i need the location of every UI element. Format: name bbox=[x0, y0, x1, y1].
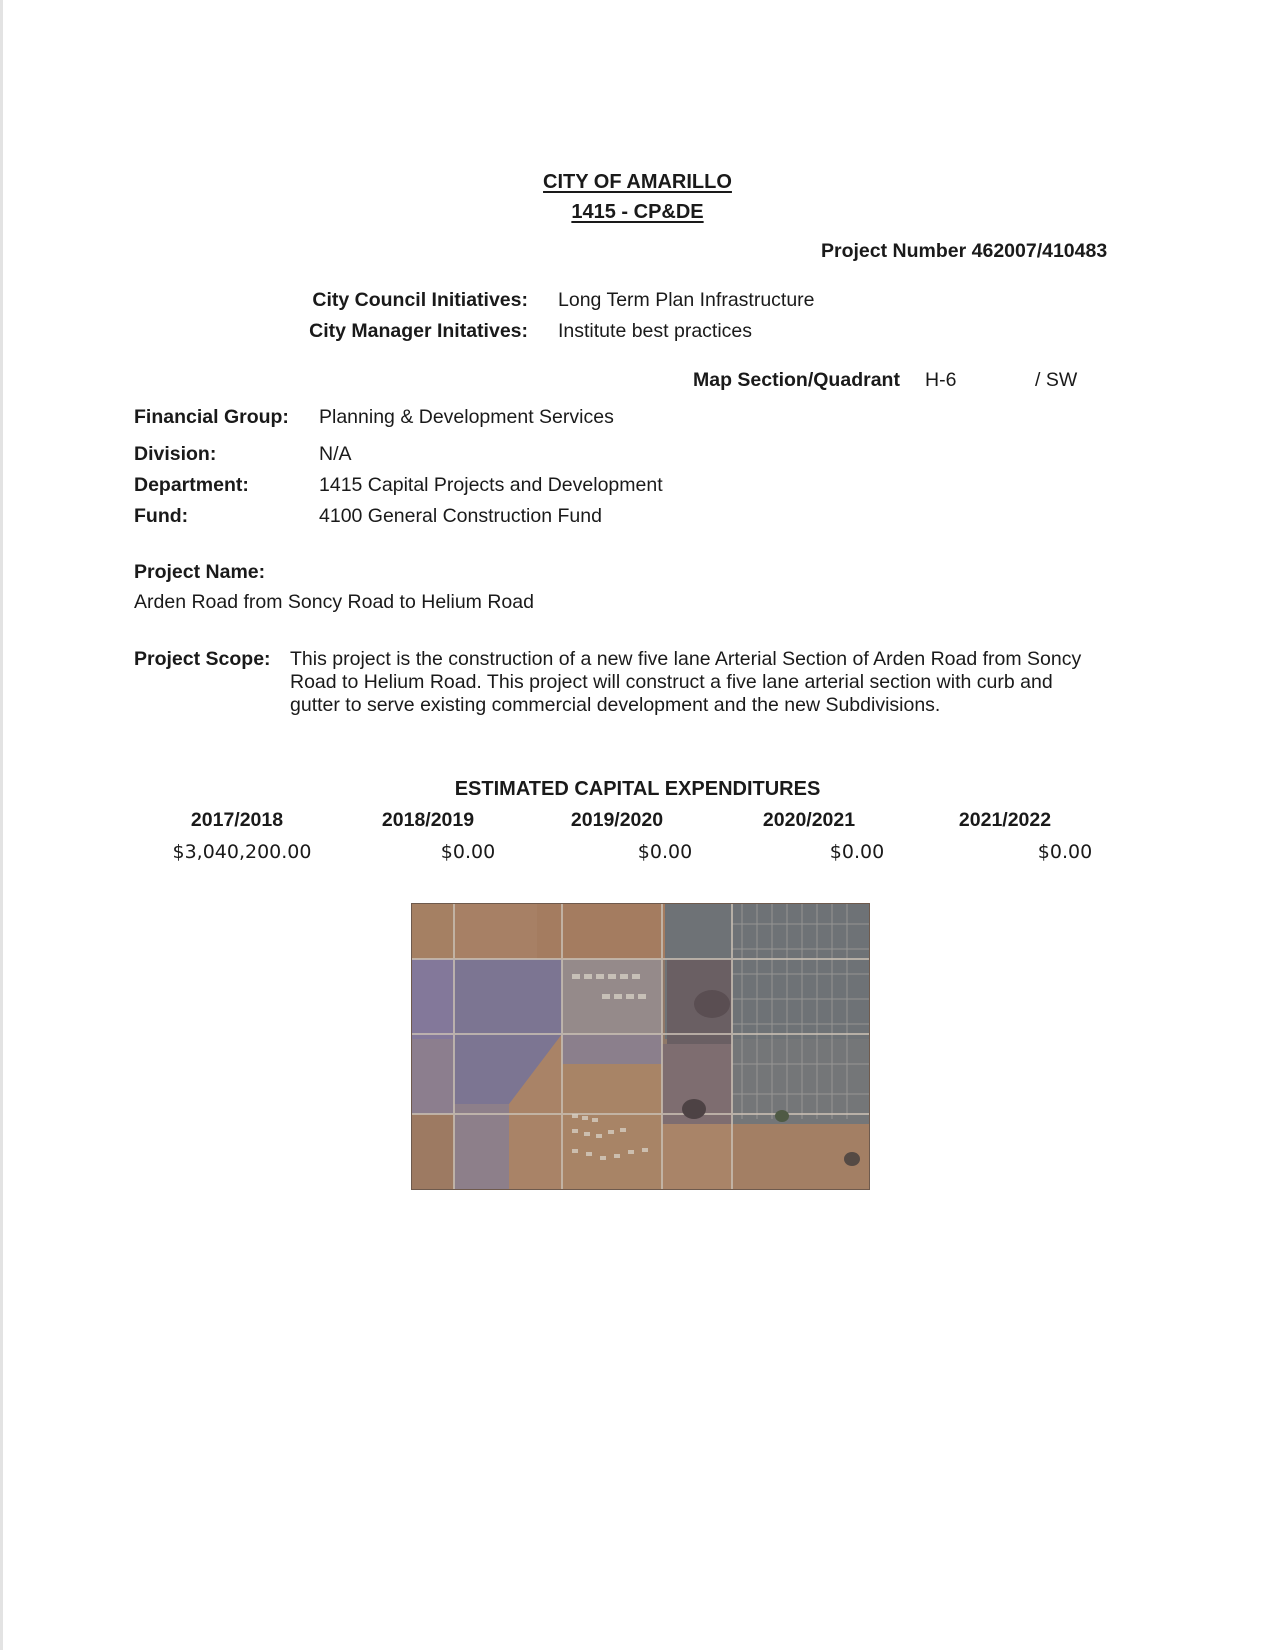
page-edge-shadow bbox=[0, 0, 3, 1650]
division-value: N/A bbox=[319, 443, 352, 465]
year-2018-2019: 2018/2019 bbox=[381, 809, 475, 831]
manager-initiatives-value: Institute best practices bbox=[558, 320, 753, 342]
financial-group-value: Planning & Development Services bbox=[319, 406, 614, 428]
fund-value: 4100 General Construction Fund bbox=[319, 505, 602, 527]
year-2017-2018: 2017/2018 bbox=[190, 809, 284, 831]
map-section-label: Map Section/Quadrant bbox=[693, 369, 900, 391]
council-initiatives-label: City Council Initiatives: bbox=[312, 289, 528, 311]
project-number bbox=[821, 240, 1107, 263]
amount-2019-2020: $0.00 bbox=[637, 841, 693, 863]
amount-2017-2018: $3,040,200.00 bbox=[172, 841, 312, 863]
project-number-value: 462007/410483 bbox=[971, 240, 1108, 262]
amount-2020-2021: $0.00 bbox=[829, 841, 885, 863]
fund-label: Fund: bbox=[134, 505, 189, 527]
year-2019-2020: 2019/2020 bbox=[570, 809, 664, 831]
financial-group-label: Financial Group: bbox=[134, 406, 289, 428]
project-name-value: Arden Road from Soncy Road to Helium Road bbox=[134, 591, 534, 613]
expenditures-title: ESTIMATED CAPITAL EXPENDITURES bbox=[454, 778, 821, 800]
project-number-label: Project Number bbox=[821, 240, 967, 262]
project-scope-line-2: Road to Helium Road. This project will construct a five lane arterial section with curb and bbox=[290, 671, 1053, 693]
project-scope-label: Project Scope: bbox=[134, 648, 271, 670]
amount-2021-2022: $0.00 bbox=[1037, 841, 1093, 863]
council-initiatives-value: Long Term Plan Infrastructure bbox=[558, 289, 815, 311]
department-value: 1415 Capital Projects and Development bbox=[319, 474, 663, 496]
year-2020-2021: 2020/2021 bbox=[762, 809, 856, 831]
department-label: Department: bbox=[134, 474, 249, 496]
map-quadrant-value: / SW bbox=[1035, 369, 1078, 391]
project-scope-line-1: This project is the construction of a new five lane Arterial Section of Arden Road from Soncy bbox=[290, 648, 1082, 670]
division-label: Division: bbox=[134, 443, 217, 465]
map-section-value: H-6 bbox=[925, 369, 957, 391]
aerial-map-image bbox=[411, 903, 870, 1190]
project-scope-line-3: gutter to serve existing commercial development and the new Subdivisions. bbox=[290, 694, 941, 716]
project-name-label: Project Name: bbox=[134, 561, 266, 583]
amount-2018-2019: $0.00 bbox=[440, 841, 496, 863]
manager-initiatives-label: City Manager Initatives: bbox=[309, 320, 528, 342]
year-2021-2022: 2021/2022 bbox=[958, 809, 1052, 831]
city-title: CITY OF AMARILLO bbox=[543, 171, 732, 193]
department-code: 1415 - CP&DE bbox=[571, 201, 704, 223]
